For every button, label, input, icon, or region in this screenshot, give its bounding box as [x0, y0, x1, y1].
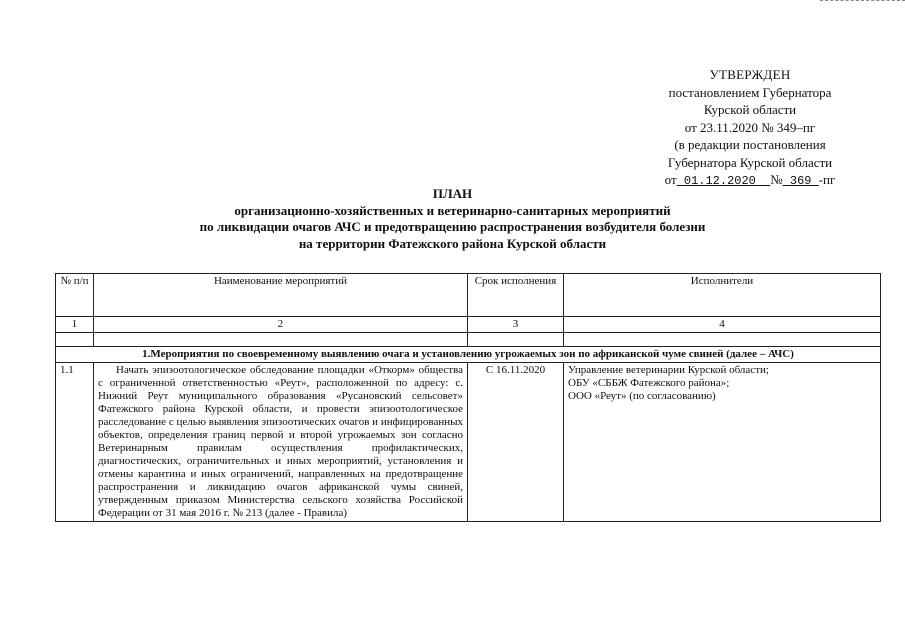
column-number: 2 [94, 317, 468, 333]
edition-number: 369 [789, 174, 812, 188]
spacer-cell [468, 333, 564, 347]
edition-date: 01.12.2020 [683, 174, 756, 188]
approval-stamp [640, 66, 860, 191]
header-name: Наименование мероприятий [94, 274, 468, 317]
header-executors: Исполнители [564, 274, 881, 317]
approval-heading: УТВЕРЖДЕН [709, 67, 791, 82]
row-number: 1.1 [56, 363, 94, 522]
executor: Управление ветеринарии Курской области; [568, 364, 769, 376]
edition-prefix: от [664, 172, 677, 187]
title-line: по ликвидации очагов АЧС и предотвращению распространения возбудителя болезни [199, 219, 706, 234]
document-title [0, 186, 905, 252]
table-header-row [56, 274, 881, 317]
top-edge-dashes [820, 0, 905, 1]
section-row [56, 347, 881, 363]
approval-line: Курской области [703, 102, 797, 117]
title-plan: ПЛАН [432, 186, 473, 201]
approval-line: постановлением Губернатора [668, 84, 832, 100]
header-deadline: Срок исполнения [468, 274, 564, 317]
title-line: на территории Фатежского района Курской области [298, 235, 607, 251]
spacer-cell [56, 333, 94, 347]
approval-line: от 23.11.2020 № 349–пг [684, 119, 816, 135]
spacer-cell [564, 333, 881, 347]
column-number: 1 [56, 317, 94, 333]
row-activity: Начать эпизоотологическое обследование площадки «Откорм» общества с ограниченной ответственностью «Реут», расположенной по адресу: с. Нижний Реут муниципального образования «Русановский сельсовет» Фатежского района Курской области, и провести эпизоотологическое расследование с целью выявления эпизоотических очагов и инфицированных объектов, определения границ первой и второй угрожаемых зон согласно Ветеринарным правилам осуществления профилактических, диагностических, ограничительных и иных мероприятий, установления и отмены карантина и иных ограничений, направленных на предотвращение распространения и ликвидацию очагов африканской чумы свиней, утвержденным приказом Министерства сельского хозяйства Российской Федерации от 31 мая 2016 г. № 213 (далее - Правила) [94, 363, 468, 522]
header-num: № п/п [56, 274, 94, 317]
row-executors [564, 363, 881, 522]
section-title: 1.Мероприятия по своевременному выявлению очага и установлению угрожаемых зон по африканской чуме свиней (далее – АЧС) [56, 347, 881, 363]
table-row [56, 363, 881, 522]
edition-suffix: -пг [818, 172, 836, 187]
approval-line: (в редакции постановления [674, 137, 826, 152]
spacer-row [56, 333, 881, 347]
approval-line: Губернатора Курской области [667, 154, 833, 170]
row-deadline: С 16.11.2020 [468, 363, 564, 522]
column-number: 3 [468, 317, 564, 333]
plan-table [55, 273, 881, 522]
executor: ООО «Реут» (по согласованию) [568, 390, 716, 402]
column-number-row [56, 317, 881, 333]
spacer-cell [94, 333, 468, 347]
title-line: организационно-хозяйственных и ветеринарно-санитарных мероприятий [234, 202, 671, 218]
executor: ОБУ «СББЖ Фатежского района»; [568, 377, 730, 389]
edition-number-label: № [770, 172, 783, 187]
column-number: 4 [564, 317, 881, 333]
